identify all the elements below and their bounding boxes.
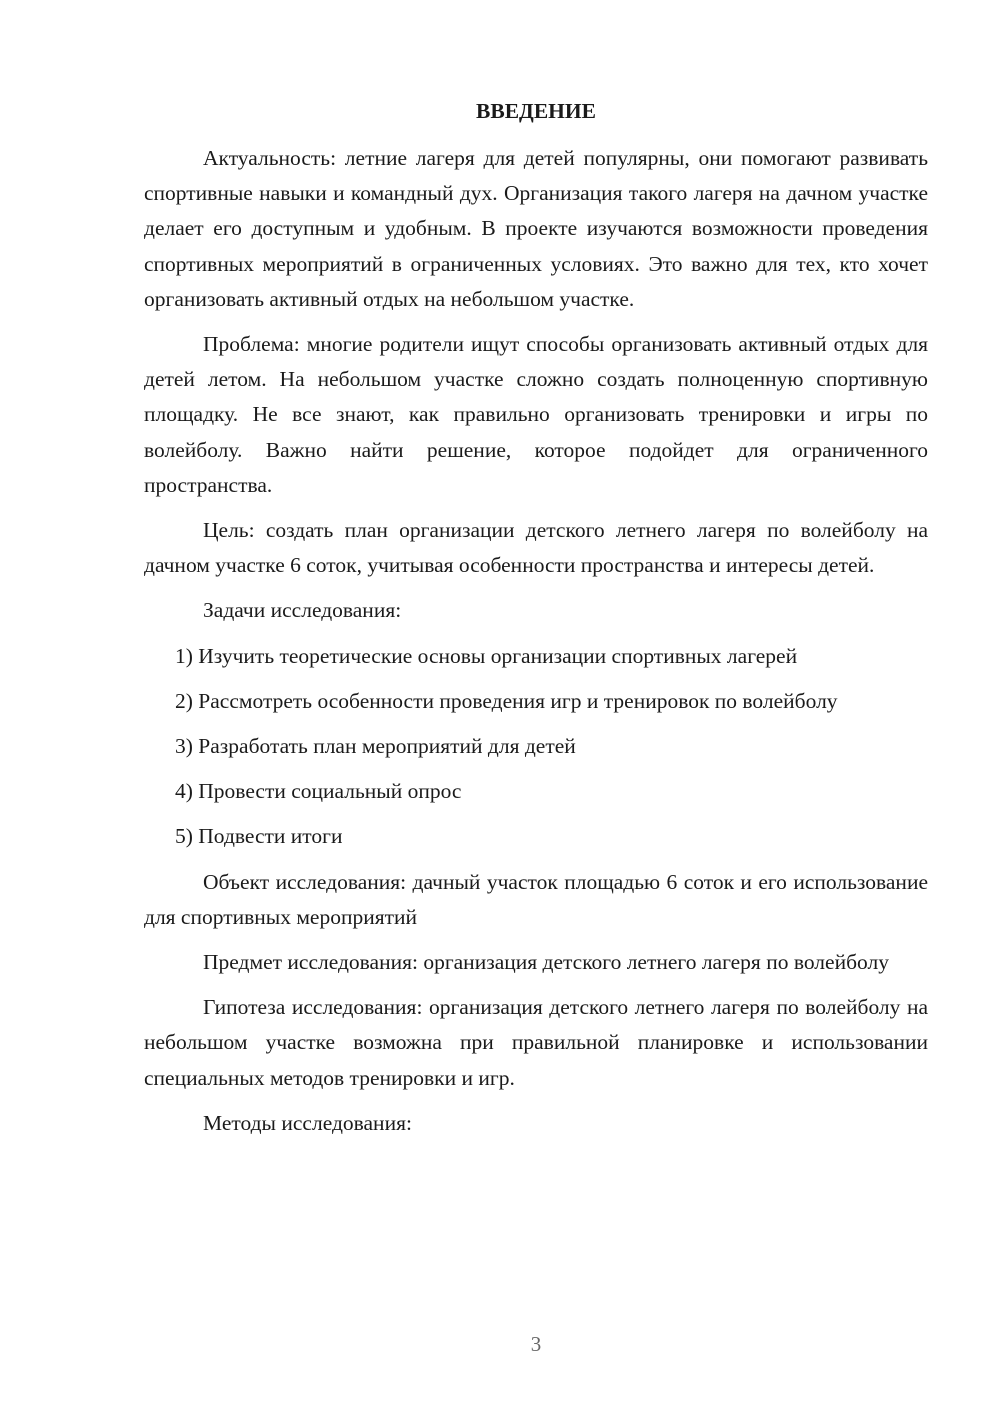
object-paragraph: Объект исследования: дачный участок площадью 6 соток и его использование для спортивных мероприятий	[144, 869, 928, 929]
tasks-heading: Задачи исследования:	[203, 598, 402, 623]
relevance-paragraph: Актуальность: летние лагеря для детей популярны, они помогают развивать спортивные навыки и командный дух. Организация такого лагеря на дачном участке делает его доступным и удобным. В проекте изучаются возможности проведения спортивных мероприятий в ограниченных условиях. Это важно для тех, кто хочет организовать активный отдых на небольшом участке.	[144, 146, 928, 311]
task-item-1: 1) Изучить теоретические основы организации спортивных лагерей	[175, 643, 798, 668]
methods-heading: Методы исследования:	[203, 1110, 412, 1135]
task-item-3: 3) Разработать план мероприятий для детей	[175, 734, 576, 759]
task-item-5: 5) Подвести итоги	[175, 824, 343, 849]
hypothesis-paragraph: Гипотеза исследования: организация детского летнего лагеря по волейболу на небольшом участке возможна при правильной планировке и использовании специальных методов тренировки и игр.	[144, 995, 928, 1090]
page-content	[144, 94, 928, 1151]
problem-paragraph: Проблема: многие родители ищут способы организовать активный отдых для детей летом. На небольшом участке сложно создать полноценную спортивную площадку. Не все знают, как правильно организовать тренировки и игры по волейболу. Важно найти решение, которое подойдет для ограниченного пространства.	[144, 332, 928, 497]
page-title: ВВЕДЕНИЕ	[476, 99, 596, 123]
subject-paragraph: Предмет исследования: организация детского летнего лагеря по волейболу	[203, 950, 889, 975]
goal-paragraph: Цель: создать план организации детского летнего лагеря по волейболу на дачном участке 6 соток, учитывая особенности пространства и интересы детей.	[144, 518, 928, 578]
task-item-2: 2) Рассмотреть особенности проведения игр и тренировок по волейболу	[175, 688, 838, 713]
task-item-4: 4) Провести социальный опрос	[175, 779, 462, 804]
page-number: 3	[530, 1332, 542, 1356]
